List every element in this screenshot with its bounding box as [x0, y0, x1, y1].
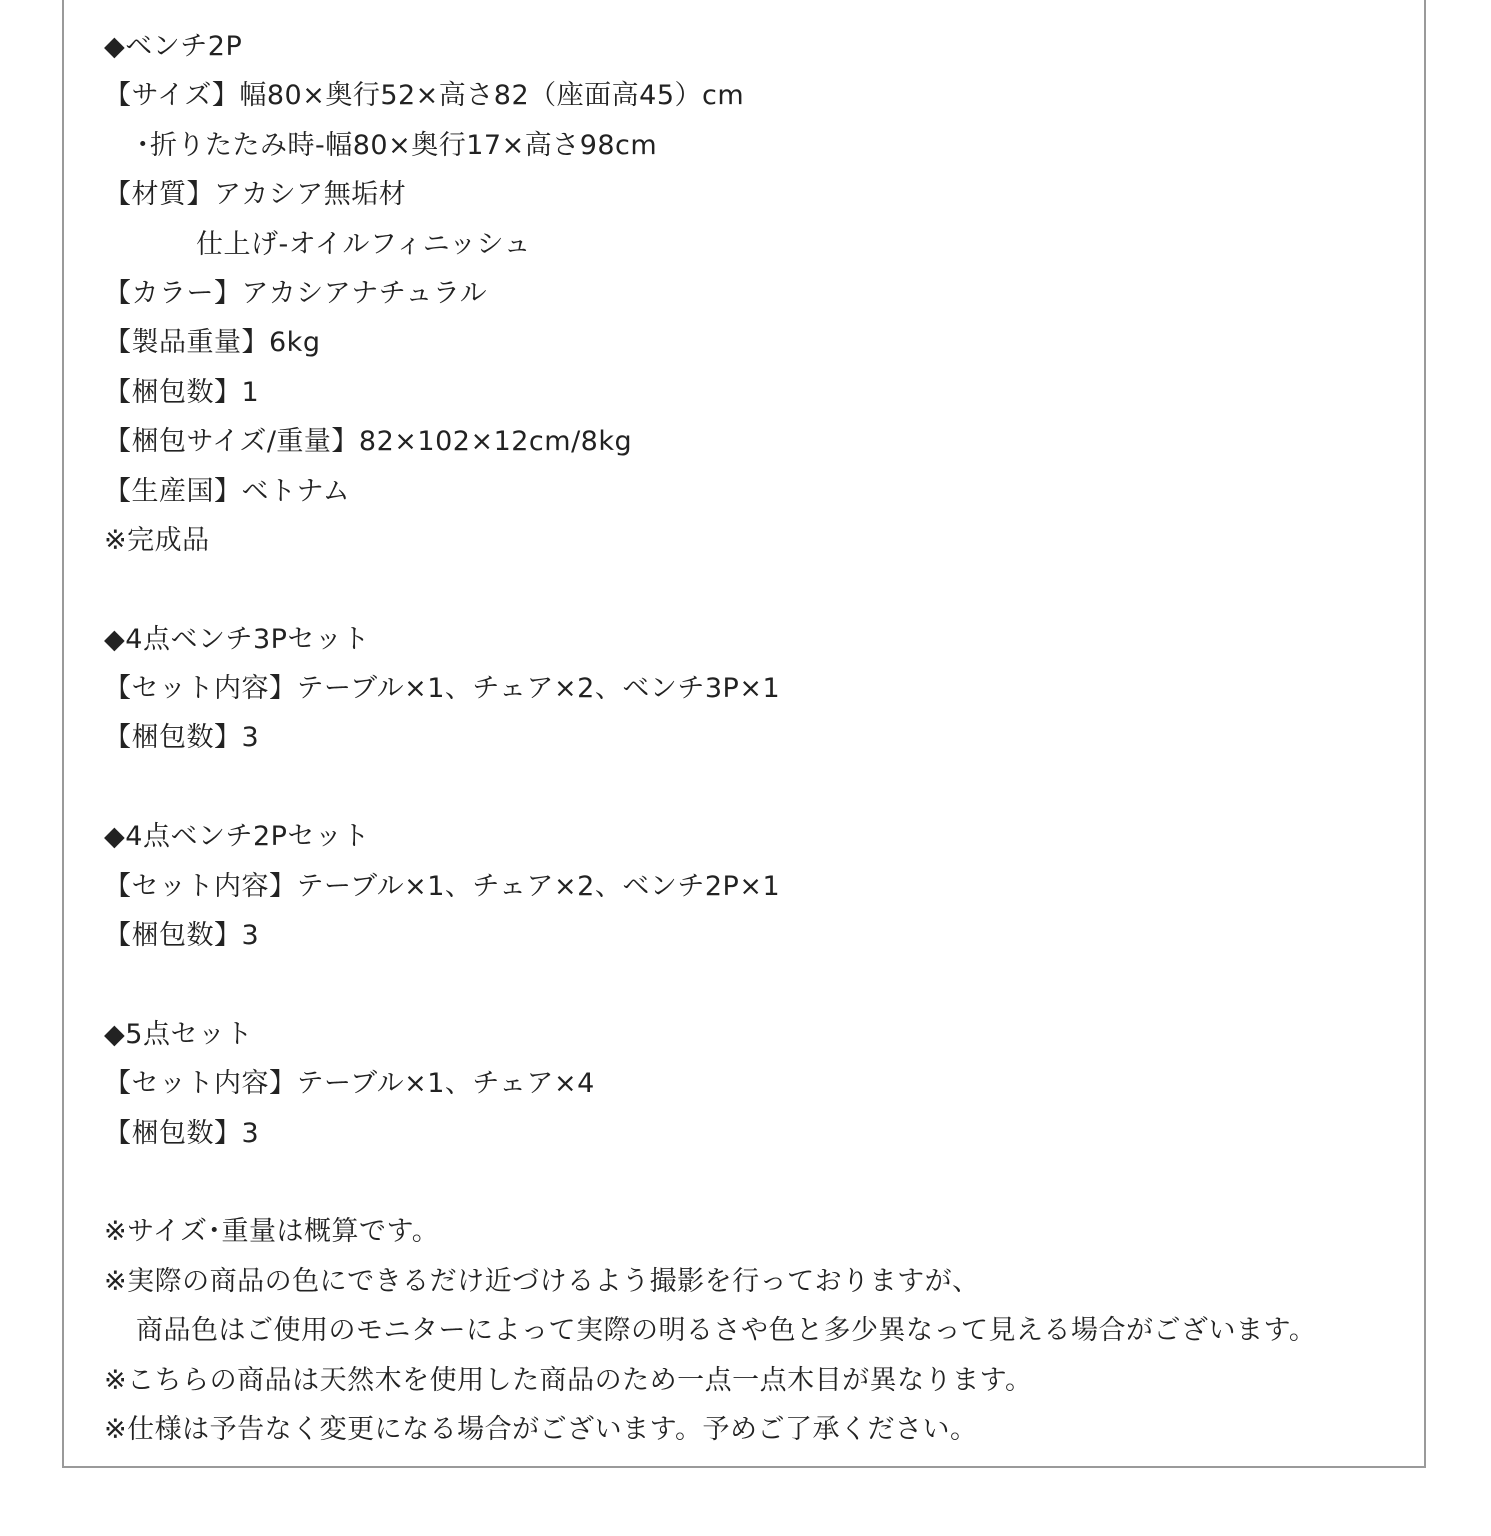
- spacer: [104, 960, 1404, 1009]
- bench2p-packages: 【梱包数】1: [104, 376, 260, 408]
- bench2p-note: ※完成品: [104, 524, 210, 556]
- bench2p-heading: ◆ベンチ2P: [104, 31, 243, 62]
- bench2p-size: 【サイズ】幅80×奥行52×高さ82（座面高45）cm: [104, 80, 745, 112]
- bench2p-material: 【材質】アカシア無垢材: [104, 179, 407, 211]
- bench2p-weight: 【製品重量】6kg: [104, 327, 321, 359]
- set-5pt-packages: 【梱包数】3: [104, 1117, 260, 1149]
- set-bench2p-contents: 【セット内容】テーブル×1、チェア×2、ベンチ2P×1: [104, 870, 781, 902]
- spacer: [104, 1158, 1404, 1207]
- set-bench3p-heading: ◆4点ベンチ3Pセット: [104, 623, 370, 655]
- set-bench3p-packages: 【梱包数】3: [104, 722, 260, 754]
- bench2p-package-size: 【梱包サイズ/重量】82×102×12cm/8kg: [104, 426, 633, 458]
- bench2p-color: 【カラー】アカシアナチュラル: [104, 277, 488, 309]
- set-bench3p-contents: 【セット内容】テーブル×1、チェア×2、ベンチ3P×1: [104, 673, 781, 705]
- set-bench2p-packages: 【梱包数】3: [104, 920, 260, 952]
- bench2p-finish: 仕上げ-オイルフィニッシュ: [196, 228, 532, 260]
- note-spec-change: ※仕様は予告なく変更になる場合がございます。予めご了承ください。: [104, 1413, 978, 1445]
- set-bench2p-heading: ◆4点ベンチ2Pセット: [104, 821, 370, 853]
- set-5pt-heading: ◆5点セット: [104, 1018, 253, 1050]
- bench2p-size-folded: ･折りたたみ時-幅80×奥行17×高さ98cm: [136, 129, 658, 161]
- spec-text: [104, 22, 1404, 1454]
- set-5pt-contents: 【セット内容】テーブル×1、チェア×4: [104, 1068, 595, 1100]
- bench2p-origin: 【生産国】ベトナム: [104, 475, 351, 507]
- note-color-2: 商品色はご使用のモニターによって実際の明るさや色と多少異なって見える場合がございます。: [136, 1315, 1317, 1347]
- spacer: [104, 763, 1404, 812]
- note-color-1: ※実際の商品の色にできるだけ近づけるよう撮影を行っておりますが、: [104, 1265, 980, 1297]
- note-wood: ※こちらの商品は天然木を使用した商品のため一点一点木目が異なります。: [104, 1364, 1033, 1396]
- note-approx: ※サイズ･重量は概算です。: [104, 1216, 440, 1248]
- spacer: [104, 565, 1404, 614]
